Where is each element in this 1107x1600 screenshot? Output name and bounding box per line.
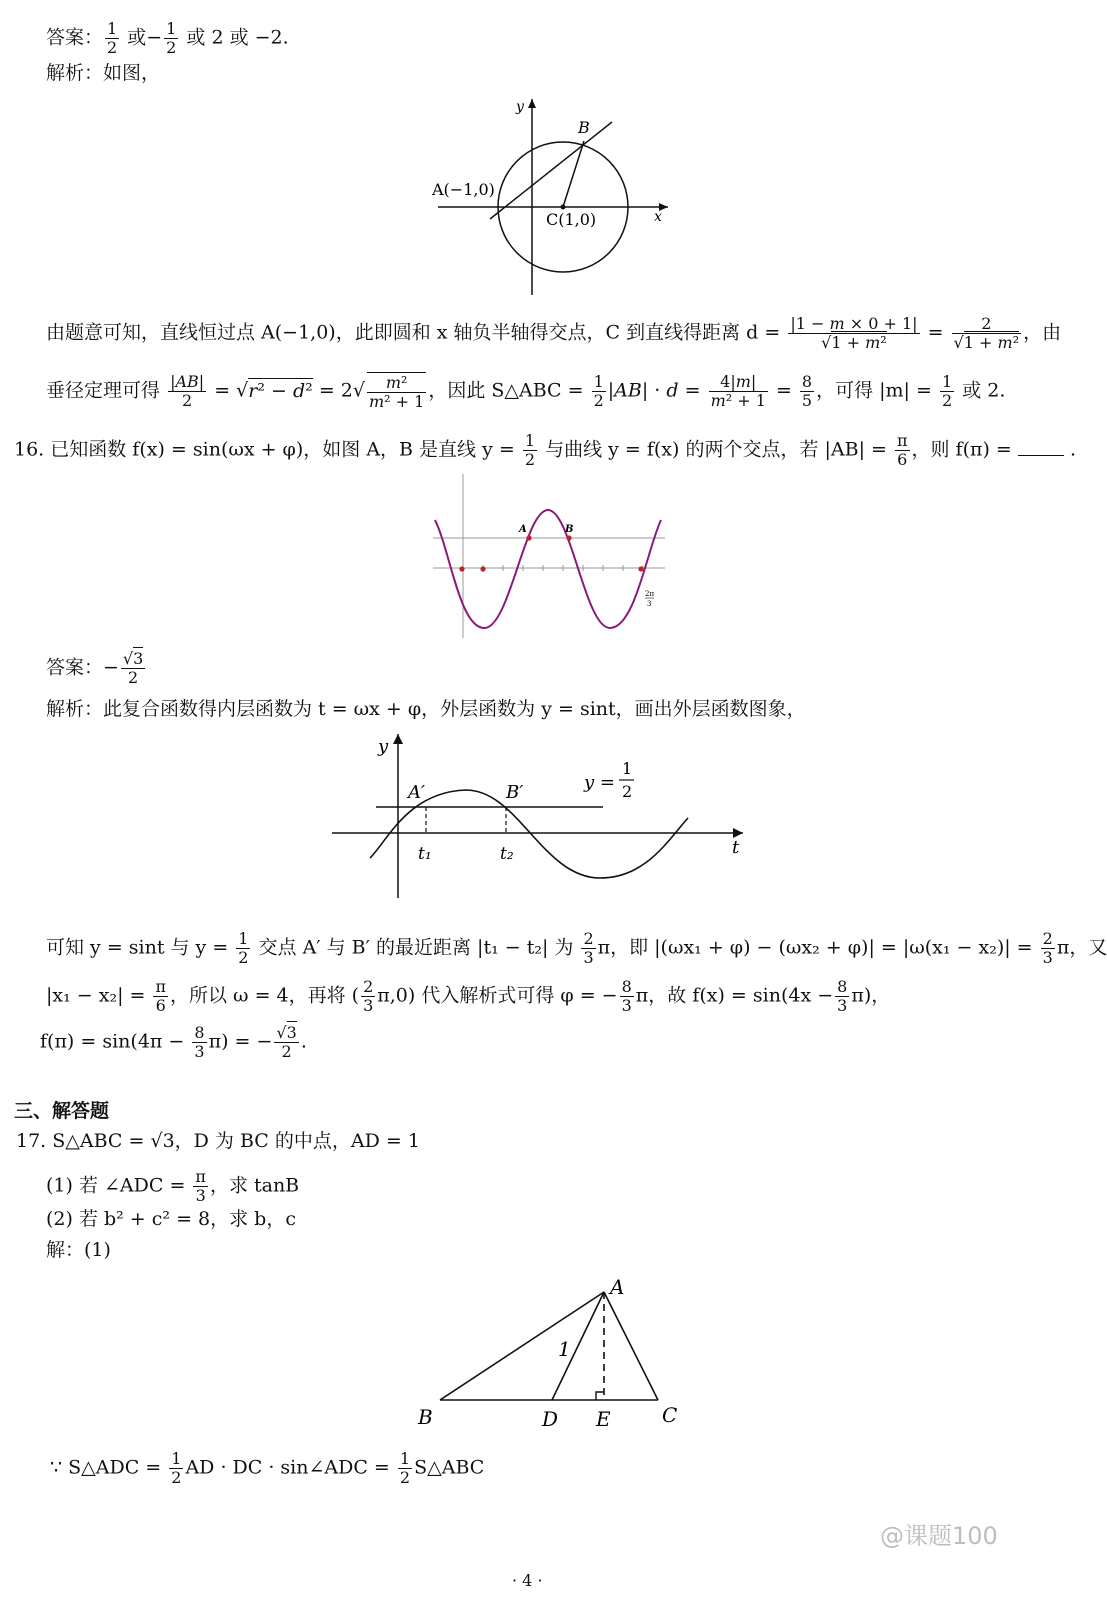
t-axis-label: t	[732, 837, 740, 858]
q15-text1-end: ，由	[1023, 321, 1062, 344]
point-a-label: A	[519, 524, 527, 535]
line-label-den: 2	[622, 782, 633, 801]
tick-label: 2π	[645, 590, 655, 598]
q16-stem-b: 与曲线 y = f(x) 的两个交点，若 |AB| =	[545, 438, 887, 461]
answer-tail: 或 2 或 −2.	[180, 26, 289, 49]
q15-text1: 由题意可知，直线恒过点 A(−1,0)，此即圆和 x 轴负半轴得交点，C 到直线得距离 d =	[46, 321, 781, 344]
vertex-c-label: C	[662, 1403, 678, 1427]
section-title: 三、解答题	[14, 1100, 110, 1122]
t1-label: t₁	[418, 844, 432, 864]
q15-analysis-intro: 解析：如图，	[46, 62, 161, 84]
y-axis-label: y	[378, 736, 389, 757]
q15-text2-mid: ，因此 S△ABC =	[428, 379, 584, 402]
line-label-num: 1	[622, 759, 633, 778]
page-number: · 4 ·	[512, 1571, 543, 1590]
q16-solution-line2: |x₁ − x₂| = $\frac{\pi}{6}$ ，所以 ω = 4，再将 ( $\frac{2}{3}$ π,0) 代入解析式可得 φ = − $\frac{8}{3}$ π，故 f(x) = sin(4x − $\frac{8}{3}$ π)，	[46, 977, 891, 1015]
part1-text: (1) 若 ∠ADC =	[46, 1174, 186, 1197]
point-a-label: A(−1,0)	[432, 180, 495, 199]
q17-solution-label: 解：(1)	[46, 1239, 111, 1261]
q16-text2-d: π，故 f(x) = sin(4x −	[635, 984, 834, 1007]
q17-last-line: ∵ S△ADC = $\frac{1}{2}$ AD · DC · sin∠ADC = $\frac{1}{2}$ S△ABC	[50, 1449, 485, 1487]
sine-graph-figure	[425, 470, 670, 642]
last-line-c: S△ABC	[414, 1456, 485, 1479]
q16-text1-b: 交点 A′ 与 B′ 的最近距离 |t₁ − t₂| 为	[258, 936, 574, 959]
q16-text2: |x₁ − x₂| =	[46, 984, 146, 1007]
question-number: 16.	[14, 438, 45, 461]
q15-text-line1: 由题意可知，直线恒过点 A(−1,0)，此即圆和 x 轴负半轴得交点，C 到直线得距离 d = $\frac{|1 - m \times 0 + 1|}{\text{√1 + m²}}$ = $\frac{2}{\text{√1 + m²}}$ ，由	[46, 314, 1062, 352]
q16-solution-line3: f(π) = sin(4π − $\frac{8}{3}$ π) = − $\frac{√3}{2}$ .	[40, 1023, 307, 1061]
q15-text-line2: 垂径定理可得 $\frac{|AB|}{2}$ = √r² − d² = 2√ $\frac{\text{m²}}{\text{m² + 1}}$ ，因此 S△ABC = $\frac{1}{2}$ |AB| · d = $\frac{4|m|}{\text{m² + 1}}$ = $\frac{8}{5}$ ，可得 |m| = $\frac{1}{2}$ 或 2.	[46, 372, 1006, 411]
q16-text1: 可知 y = sint 与 y =	[46, 936, 229, 959]
vertex-b-label: B	[418, 1405, 433, 1429]
q16-stem: 16. 已知函数 f(x) = sin(ωx + φ)，如图 A，B 是直线 y = $\frac{1}{2}$ 与曲线 y = f(x) 的两个交点，若 |AB| = $\frac{\pi}{6}$ ，则 f(π) = .	[14, 431, 1076, 469]
q16-text3-b: π) = −	[208, 1030, 273, 1053]
q16-stem-c: ，则 f(π) =	[911, 438, 1012, 461]
point-b-label: B	[565, 524, 574, 535]
q16-text3: f(π) = sin(4π −	[40, 1030, 185, 1053]
segment-length-label: 1	[558, 1337, 571, 1361]
x-axis-label: x	[654, 209, 662, 225]
last-line-a: ∵ S△ADC =	[50, 1456, 162, 1479]
q17-part2: (2) 若 b² + c² = 8，求 b，c	[46, 1208, 296, 1230]
answer-label: 答案：	[46, 26, 104, 49]
q17-part1: (1) 若 ∠ADC = $\frac{\pi}{3}$ ，求 tanB	[46, 1167, 300, 1205]
point-b-prime-label: B′	[506, 782, 524, 803]
line-label: y =	[584, 772, 615, 793]
outer-function-figure	[328, 730, 748, 900]
circle-figure	[430, 95, 670, 300]
y-axis-label: y	[516, 99, 524, 115]
point-b-label: B	[578, 118, 590, 137]
q16-text1-d: π，又	[1056, 936, 1107, 959]
q15-text2-end: ，可得 |m| =	[816, 379, 932, 402]
point-a-prime-label: A′	[408, 782, 426, 803]
triangle-figure	[412, 1270, 692, 1438]
last-line-b: AD · DC · sin∠ADC =	[185, 1456, 390, 1479]
q16-text2-c: π,0) 代入解析式可得 φ = −	[377, 984, 618, 1007]
tick-label-denominator: 3	[647, 600, 652, 608]
q16-text1-c: π，即 |(ωx₁ + φ) − (ωx₂ + φ)| = |ω(x₁ − x₂)| =	[597, 936, 1033, 959]
q16-solution-line1: 可知 y = sint 与 y = $\frac{1}{2}$ 交点 A′ 与 B′ 的最近距离 |t₁ − t₂| 为 $\frac{2}{3}$ π，即 |(ωx₁ + φ) − (ωx₂ + φ)| = |ω(x₁ − x₂)| = $\frac{2}{3}$ π，又	[46, 929, 1107, 967]
part1-end: ，求 tanB	[209, 1174, 300, 1197]
point-c-label: C(1,0)	[546, 210, 597, 229]
point-e-label: E	[596, 1407, 611, 1431]
q15-answer-line: 答案： $\frac{1}{2}$ 或− $\frac{1}{2}$ 或 2 或 −2.	[46, 19, 289, 57]
q15-text2-start: 垂径定理可得	[46, 379, 161, 402]
q16-text2-b: ，所以 ω = 4，再将 (	[170, 984, 360, 1007]
point-d-label: D	[542, 1407, 559, 1431]
q16-text2-e: π)，	[851, 984, 891, 1007]
q17-stem	[16, 1128, 420, 1154]
q16-answer-line: 答案：− $\frac{√3}{2}$	[46, 649, 144, 687]
answer-label: 答案：−	[46, 656, 119, 679]
t2-label: t₂	[500, 844, 514, 864]
q17-stem-text: S△ABC = √3，D 为 BC 的中点，AD = 1	[52, 1130, 420, 1152]
q16-text3-c: .	[300, 1030, 307, 1053]
answer-blank	[1018, 437, 1064, 456]
vertex-a-label: A	[610, 1275, 625, 1299]
watermark: @课题100	[880, 1522, 998, 1550]
q16-stem-a: 已知函数 f(x) = sin(ωx + φ)，如图 A，B 是直线 y =	[50, 438, 515, 461]
q16-analysis: 解析：此复合函数得内层函数为 t = ωx + φ，外层函数为 y = sint，画出外层函数图象，	[46, 698, 806, 720]
question-number: 17.	[16, 1130, 47, 1152]
